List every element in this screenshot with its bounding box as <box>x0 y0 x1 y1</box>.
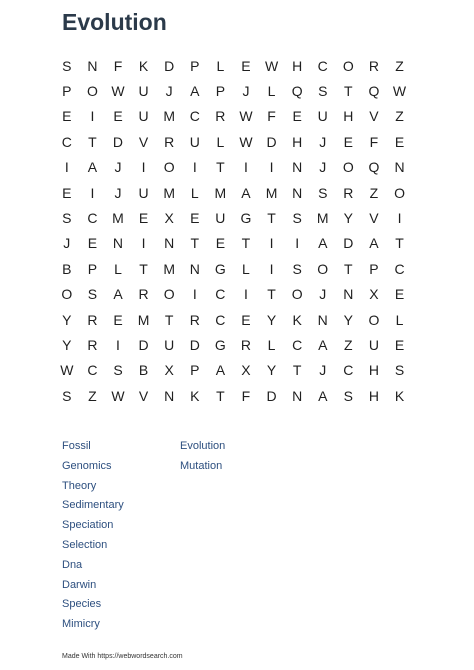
grid-letter: U <box>138 184 149 201</box>
grid-letter: T <box>344 83 353 100</box>
grid-letter: E <box>394 336 405 353</box>
grid-letter: I <box>64 159 69 176</box>
grid-letter: C <box>317 57 328 74</box>
grid-letter: E <box>87 235 98 252</box>
grid-letter: U <box>317 108 328 125</box>
grid-letter: V <box>138 387 149 404</box>
grid-letter: M <box>265 184 278 201</box>
grid-letter: R <box>189 311 200 328</box>
grid-letter: E <box>215 235 226 252</box>
grid-letter: A <box>318 336 328 353</box>
grid-letter: D <box>189 336 200 353</box>
grid-letter: Y <box>62 336 72 353</box>
grid-letter: D <box>164 57 175 74</box>
grid-letter: N <box>343 286 354 303</box>
word-list-item: Dna <box>62 558 83 571</box>
grid-letter: U <box>368 336 379 353</box>
grid-letter: O <box>291 286 303 303</box>
grid-letter: R <box>343 184 354 201</box>
grid-letter: P <box>190 57 200 74</box>
grid-letter: J <box>165 83 173 100</box>
grid-letter: X <box>164 362 174 379</box>
grid-letter: M <box>316 210 329 227</box>
grid-letter: T <box>292 362 302 379</box>
grid-letter: P <box>369 260 379 277</box>
grid-letter: T <box>395 235 404 252</box>
grid-letter: C <box>343 362 354 379</box>
grid-letter: I <box>192 286 197 303</box>
grid-letter: P <box>190 362 200 379</box>
grid-letter: Z <box>395 57 404 74</box>
grid-letter: D <box>138 336 149 353</box>
grid-letter: X <box>369 286 379 303</box>
grid-letter: A <box>318 235 328 252</box>
grid-letter: H <box>292 57 303 74</box>
word-list-item: Darwin <box>62 578 97 591</box>
grid-letter: W <box>60 362 74 379</box>
grid-letter: A <box>190 83 200 100</box>
grid-letter: F <box>113 57 123 74</box>
grid-letter: K <box>138 57 149 74</box>
grid-letter: J <box>319 362 327 379</box>
grid-letter: A <box>318 387 328 404</box>
grid-letter: P <box>215 83 226 100</box>
grid-letter: Q <box>368 83 380 100</box>
grid-letter: R <box>138 286 149 303</box>
grid-letter: E <box>62 108 72 125</box>
grid-letter: L <box>216 57 225 74</box>
grid-letter: N <box>164 387 175 404</box>
grid-letter: U <box>138 83 149 100</box>
grid-letter: E <box>292 108 302 125</box>
grid-letter: O <box>342 57 354 74</box>
grid-letter: S <box>292 210 302 227</box>
grid-letter: I <box>269 235 274 252</box>
grid-letter: L <box>267 336 276 353</box>
word-list-item: Theory <box>62 479 97 492</box>
grid-letter: S <box>292 260 302 277</box>
grid-letter: F <box>369 133 379 150</box>
grid-letter: E <box>394 133 405 150</box>
grid-letter: N <box>292 387 303 404</box>
grid-letter: T <box>344 260 353 277</box>
grid-letter: N <box>87 57 98 74</box>
grid-letter: A <box>369 235 379 252</box>
grid-letter: I <box>192 159 197 176</box>
grid-letter: Z <box>395 108 404 125</box>
grid-letter: O <box>163 159 175 176</box>
grid-letter: P <box>87 260 98 277</box>
grid-letter: Z <box>88 387 97 404</box>
grid-letter: O <box>342 159 354 176</box>
grid-letter: V <box>138 133 149 150</box>
grid-letter: U <box>215 210 226 227</box>
grid-letter: T <box>139 260 148 277</box>
word-list <box>62 437 298 635</box>
word-list-item: Mutation <box>180 459 223 472</box>
word-list-item: Fossil <box>62 440 91 452</box>
grid-letter: E <box>113 108 123 125</box>
grid-letter: S <box>87 286 98 303</box>
grid-letter: V <box>369 210 379 227</box>
grid-letter: F <box>241 387 251 404</box>
grid-letter: I <box>397 210 402 227</box>
grid-letter: N <box>164 235 175 252</box>
grid-letter: R <box>240 336 252 353</box>
grid-letter: Q <box>291 83 303 100</box>
grid-letter: I <box>269 260 274 277</box>
grid-letter: R <box>368 57 379 74</box>
grid-letter: I <box>244 159 248 176</box>
footer-credit: Made With https://webwordsearch.com <box>62 653 183 660</box>
grid-letter: Z <box>369 184 379 201</box>
grid-letter: Y <box>343 210 353 227</box>
grid-letter: D <box>343 235 354 252</box>
grid-letter: E <box>113 311 123 328</box>
grid-letter: D <box>266 387 277 404</box>
grid-letter: S <box>394 362 405 379</box>
grid-letter: M <box>214 184 227 201</box>
grid-letter: E <box>241 57 251 74</box>
grid-letter: V <box>369 108 379 125</box>
grid-letter: S <box>62 387 72 404</box>
grid-letter: A <box>215 362 226 379</box>
grid-letter: C <box>394 260 405 277</box>
grid-letter: C <box>292 336 303 353</box>
grid-letter: T <box>241 235 251 252</box>
grid-letter: T <box>216 159 225 176</box>
grid-letter: C <box>189 108 200 125</box>
grid-letter: M <box>163 184 175 201</box>
grid-letter: O <box>394 184 405 201</box>
grid-letter: E <box>190 210 200 227</box>
grid-letter: E <box>138 210 149 227</box>
grid-letter: C <box>87 362 98 379</box>
grid-letter: H <box>343 108 354 125</box>
grid-letter: S <box>62 57 72 74</box>
grid-letter: M <box>163 108 175 125</box>
grid-letter: H <box>292 133 303 150</box>
grid-letter: W <box>392 83 407 100</box>
grid-letter: M <box>163 260 175 277</box>
grid-letter: M <box>112 210 124 227</box>
grid-letter: J <box>242 83 250 100</box>
word-list-item: Speciation <box>62 519 114 532</box>
grid-letter: R <box>164 133 175 150</box>
grid-letter: L <box>242 260 250 277</box>
grid-letter: R <box>215 108 226 125</box>
grid-letter: S <box>62 210 72 227</box>
grid-letter: R <box>87 311 98 328</box>
grid-letter: W <box>111 387 125 404</box>
grid-letter: D <box>266 133 277 150</box>
grid-letter: N <box>292 184 303 201</box>
grid-letter: X <box>164 210 174 227</box>
grid-letter: N <box>394 159 405 176</box>
grid-letter: H <box>368 387 379 404</box>
grid-letter: L <box>395 311 404 328</box>
grid-letter: Q <box>368 159 380 176</box>
grid-letter: J <box>319 286 327 303</box>
grid-letter: G <box>214 336 226 353</box>
grid-letter: J <box>63 235 71 252</box>
word-list-item: Selection <box>62 538 108 551</box>
grid-letter: S <box>113 362 123 379</box>
grid-letter: B <box>138 362 149 379</box>
grid-letter: N <box>189 260 200 277</box>
grid-letter: I <box>90 184 95 201</box>
grid-letter: I <box>141 235 146 252</box>
grid-letter: F <box>267 108 276 125</box>
grid-letter: P <box>62 83 72 100</box>
grid-letter: I <box>295 235 300 252</box>
grid-letter: L <box>216 133 225 150</box>
word-list-item: Species <box>62 598 102 611</box>
grid-letter: K <box>292 311 302 328</box>
grid-letter: K <box>190 387 200 404</box>
grid-letter: C <box>61 133 72 150</box>
grid-letter: U <box>189 133 200 150</box>
grid-letter: O <box>163 286 175 303</box>
grid-letter: L <box>190 184 199 201</box>
grid-letter: J <box>114 184 122 201</box>
word-list-item: Genomics <box>62 459 112 472</box>
grid-letter: N <box>112 235 124 252</box>
grid-letter: I <box>244 286 248 303</box>
grid-letter: T <box>267 286 276 303</box>
grid-letter: N <box>317 311 328 328</box>
grid-letter: C <box>87 210 98 227</box>
grid-letter: Y <box>266 362 277 379</box>
word-list-item: Evolution <box>180 440 226 452</box>
grid-letter: Z <box>344 336 353 353</box>
grid-letter: B <box>62 260 72 277</box>
grid-letter: G <box>214 260 226 277</box>
grid-letter: E <box>394 286 405 303</box>
word-list-item: Mimicry <box>62 618 100 631</box>
grid-letter: A <box>113 286 123 303</box>
grid-letter: K <box>394 387 405 404</box>
grid-letter: Y <box>62 311 72 328</box>
grid-letter: I <box>116 336 120 353</box>
grid-letter: U <box>164 336 175 353</box>
grid-letter: A <box>241 184 251 201</box>
word-list-item: Sedimentary <box>62 499 124 512</box>
grid-letter: C <box>215 311 226 328</box>
grid-letter: S <box>318 184 328 201</box>
grid-letter: H <box>368 362 379 379</box>
grid-letter: J <box>319 133 327 150</box>
grid-letter: I <box>90 108 95 125</box>
grid-letter: I <box>141 159 146 176</box>
grid-letter: D <box>112 133 124 150</box>
grid-letter: C <box>215 286 226 303</box>
grid-letter: S <box>318 83 328 100</box>
grid-letter: O <box>317 260 329 277</box>
grid-letter: T <box>88 133 97 150</box>
grid-letter: S <box>343 387 353 404</box>
page-title: Evolution <box>62 9 167 35</box>
grid-letter: X <box>241 362 251 379</box>
grid-letter: O <box>368 311 380 328</box>
grid-letter: J <box>114 159 122 176</box>
letter-grid <box>54 53 412 408</box>
grid-letter: O <box>86 83 98 100</box>
grid-letter: W <box>111 83 125 100</box>
grid-letter: W <box>239 133 253 150</box>
grid-letter: A <box>87 159 98 176</box>
grid-letter: T <box>216 387 225 404</box>
grid-letter: R <box>87 336 98 353</box>
grid-letter: O <box>61 286 73 303</box>
grid-letter: T <box>164 311 174 328</box>
grid-letter: E <box>62 184 72 201</box>
grid-letter: M <box>137 311 150 328</box>
grid-letter: L <box>267 83 276 100</box>
grid-letter: Y <box>266 311 277 328</box>
grid-letter: E <box>241 311 251 328</box>
grid-letter: W <box>239 108 253 125</box>
grid-letter: T <box>190 235 200 252</box>
grid-letter: Y <box>343 311 353 328</box>
grid-letter: E <box>343 133 353 150</box>
grid-letter: L <box>114 260 122 277</box>
grid-letter: U <box>138 108 149 125</box>
grid-letter: N <box>292 159 303 176</box>
grid-letter: T <box>267 210 276 227</box>
grid-letter: W <box>264 57 279 74</box>
grid-letter: J <box>319 159 327 176</box>
grid-letter: G <box>240 210 252 227</box>
grid-letter: I <box>269 159 274 176</box>
